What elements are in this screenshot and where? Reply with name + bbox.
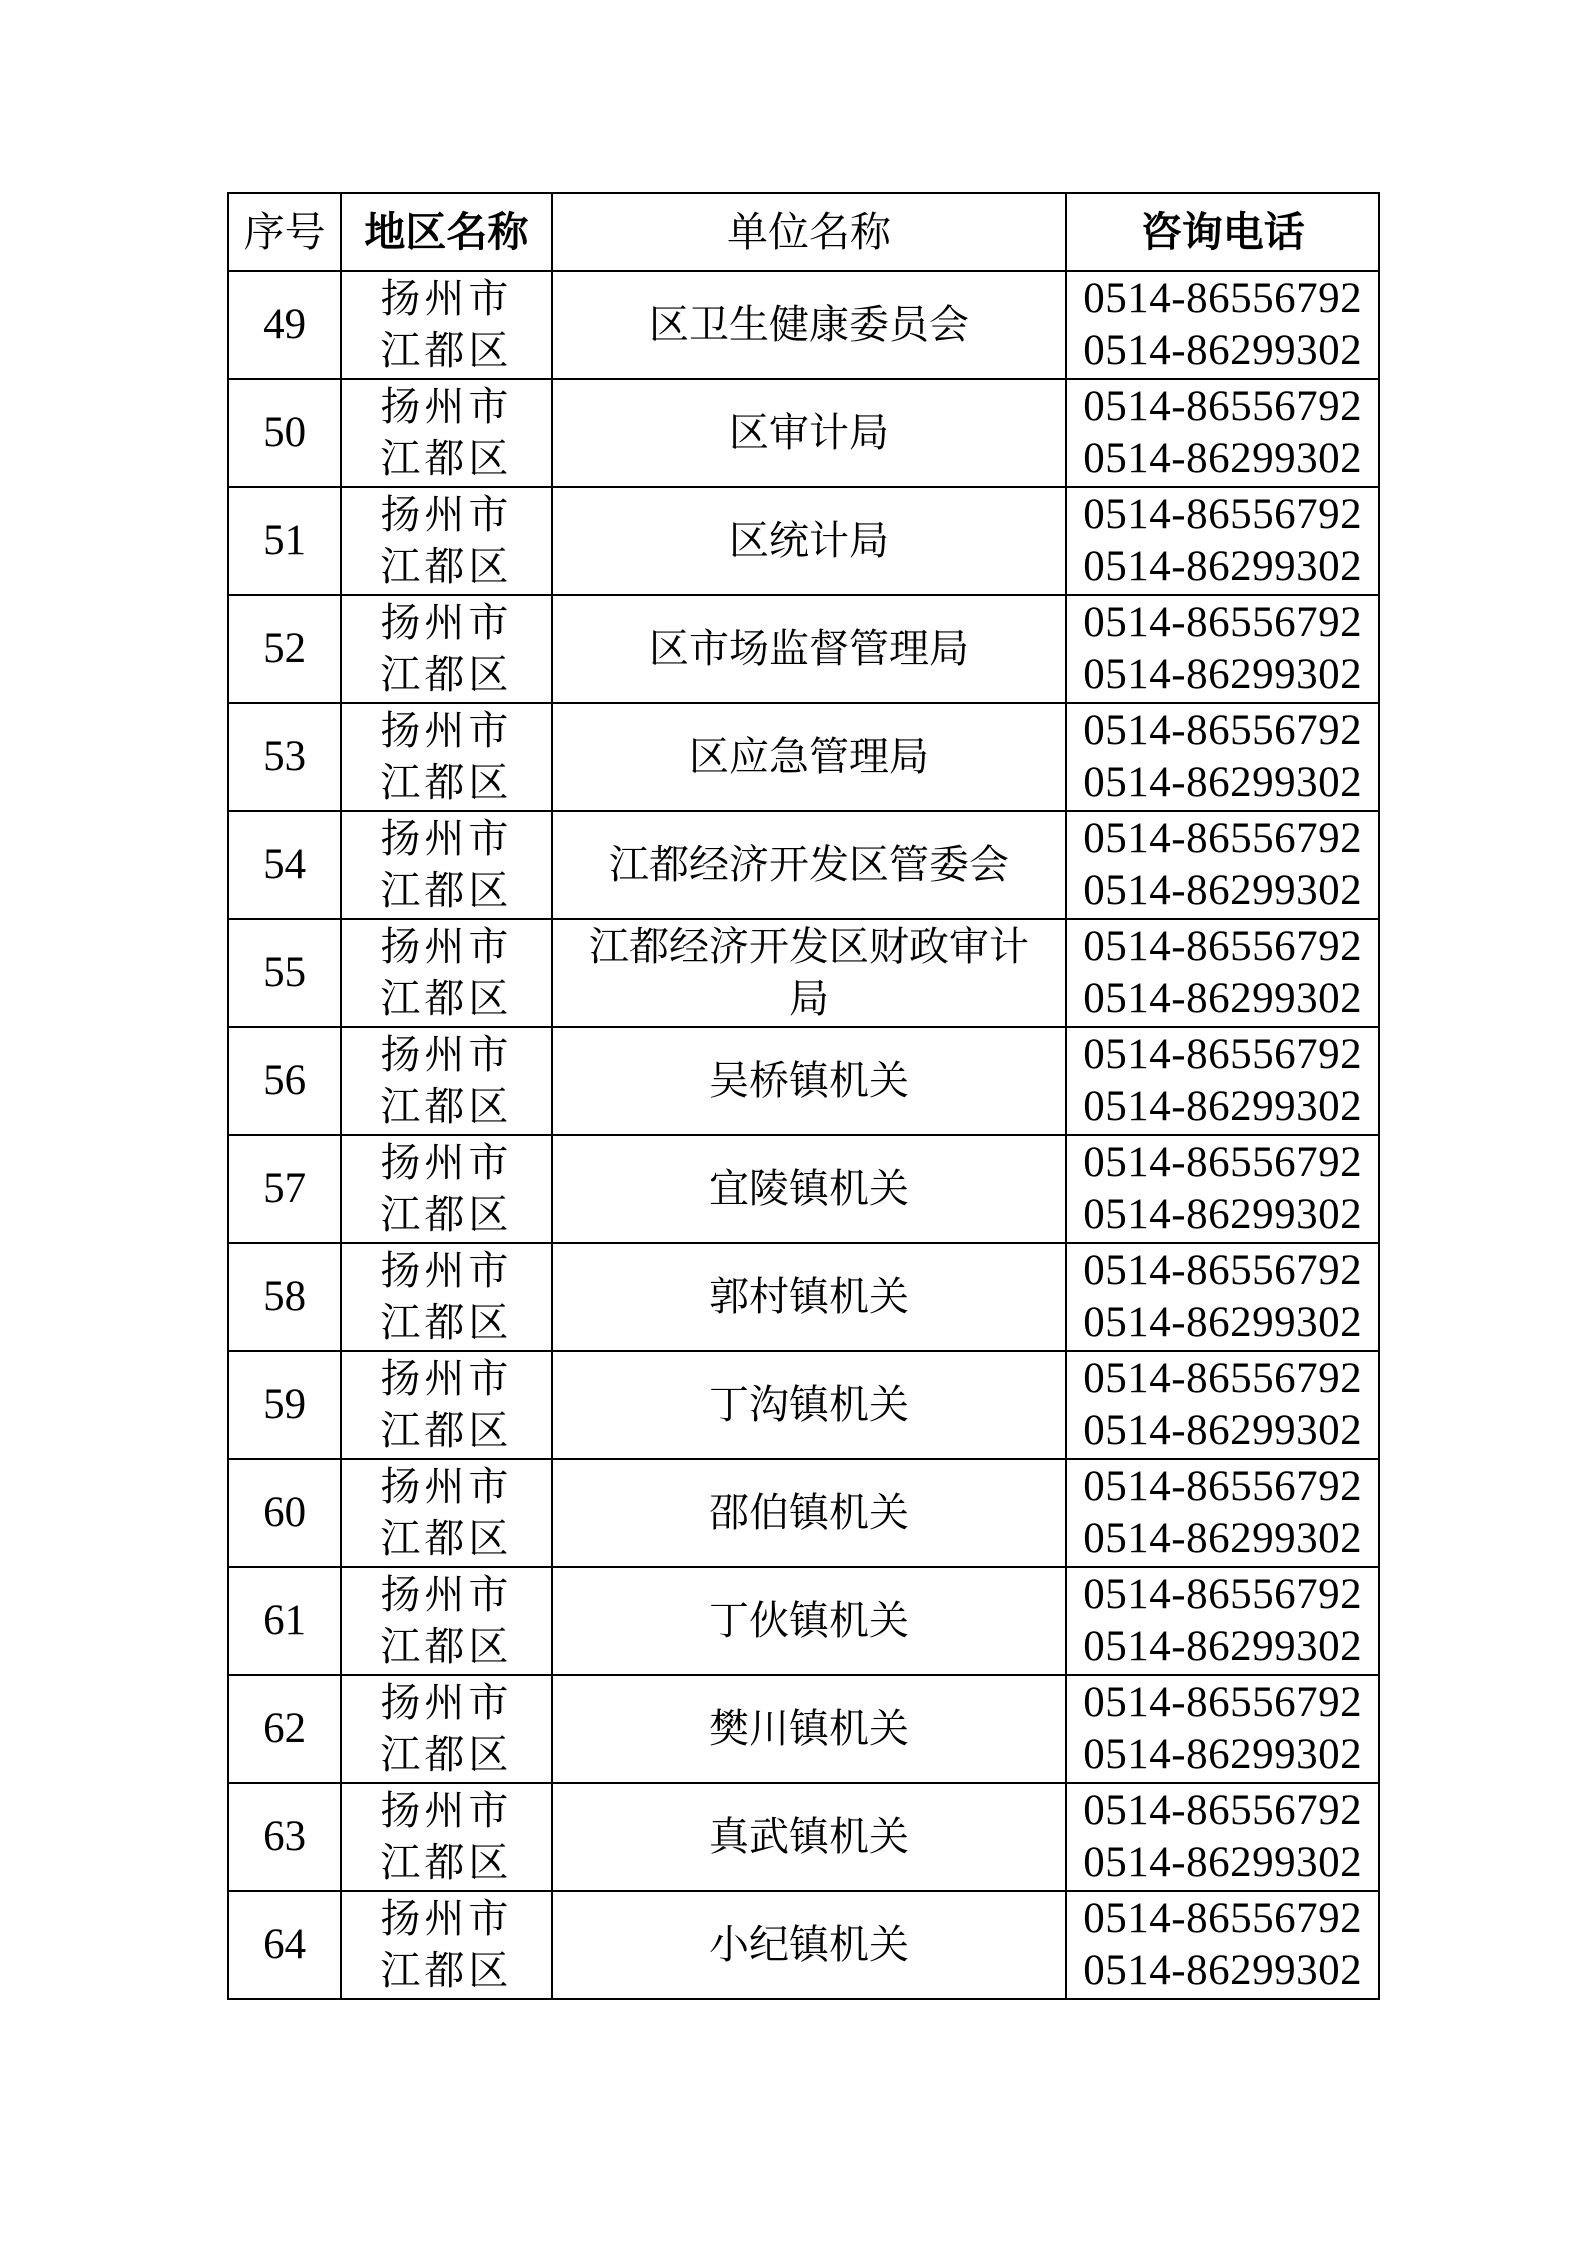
table-row bbox=[228, 271, 1379, 379]
phone-number-primary: 0514-86556792 bbox=[1083, 491, 1363, 538]
phone-number-primary: 0514-86556792 bbox=[1083, 1247, 1363, 1294]
phone-cell bbox=[1066, 271, 1379, 379]
unit-name: 丁伙镇机关 bbox=[708, 1598, 909, 1644]
unit-name: 江都经济开发区财政审计 bbox=[588, 924, 1029, 970]
table-row bbox=[228, 919, 1379, 1027]
phone-number-secondary: 0514-86299302 bbox=[1083, 1083, 1363, 1130]
table-body bbox=[228, 193, 1379, 1999]
phone-cell bbox=[1066, 703, 1379, 811]
region-cell bbox=[341, 1675, 551, 1783]
unit-name: 丁沟镇机关 bbox=[708, 1382, 909, 1428]
seq-cell bbox=[228, 1027, 341, 1135]
unit-name: 邵伯镇机关 bbox=[708, 1490, 909, 1536]
seq-cell bbox=[228, 1351, 341, 1459]
phone-number-primary: 0514-86556792 bbox=[1083, 1571, 1363, 1618]
region-cell bbox=[341, 1567, 551, 1675]
region-cell bbox=[341, 811, 551, 919]
unit-name: 郭村镇机关 bbox=[708, 1274, 909, 1320]
unit-cell bbox=[552, 1891, 1067, 1999]
region-district: 江都区 bbox=[380, 1732, 513, 1778]
unit-name: 区统计局 bbox=[728, 518, 889, 564]
phone-number-secondary: 0514-86299302 bbox=[1083, 975, 1363, 1022]
unit-name: 真武镇机关 bbox=[708, 1814, 909, 1860]
header-phone-label: 咨询电话 bbox=[1140, 208, 1305, 256]
phone-number-primary: 0514-86556792 bbox=[1083, 1787, 1363, 1834]
seq-cell bbox=[228, 703, 341, 811]
table-row bbox=[228, 379, 1379, 487]
region-cell bbox=[341, 919, 551, 1027]
phone-number-primary: 0514-86556792 bbox=[1083, 707, 1363, 754]
region-district: 江都区 bbox=[380, 976, 513, 1022]
region-city: 扬州市 bbox=[380, 384, 513, 430]
unit-cell bbox=[552, 379, 1067, 487]
region-district: 江都区 bbox=[380, 1948, 513, 1994]
unit-cell bbox=[552, 1783, 1067, 1891]
seq-cell bbox=[228, 1675, 341, 1783]
region-city: 扬州市 bbox=[380, 816, 513, 862]
seq-number: 57 bbox=[263, 1165, 307, 1212]
phone-number-secondary: 0514-86299302 bbox=[1083, 1299, 1363, 1346]
unit-name: 区市场监督管理局 bbox=[648, 626, 969, 672]
phone-cell bbox=[1066, 1351, 1379, 1459]
unit-name: 区应急管理局 bbox=[688, 734, 929, 780]
region-city: 扬州市 bbox=[380, 708, 513, 754]
seq-number: 52 bbox=[263, 625, 307, 672]
region-cell bbox=[341, 703, 551, 811]
table-row bbox=[228, 1567, 1379, 1675]
unit-cell bbox=[552, 1459, 1067, 1567]
region-cell bbox=[341, 1243, 551, 1351]
region-district: 江都区 bbox=[380, 328, 513, 374]
seq-cell bbox=[228, 1567, 341, 1675]
unit-cell bbox=[552, 703, 1067, 811]
region-cell bbox=[341, 595, 551, 703]
unit-name: 宜陵镇机关 bbox=[708, 1166, 909, 1212]
phone-number-secondary: 0514-86299302 bbox=[1083, 651, 1363, 698]
region-city: 扬州市 bbox=[380, 276, 513, 322]
seq-cell bbox=[228, 1243, 341, 1351]
phone-cell bbox=[1066, 1675, 1379, 1783]
phone-number-secondary: 0514-86299302 bbox=[1083, 1407, 1363, 1454]
region-city: 扬州市 bbox=[380, 1572, 513, 1618]
table-row bbox=[228, 1027, 1379, 1135]
header-unit: 单位名称 bbox=[552, 193, 1067, 271]
region-city: 扬州市 bbox=[380, 1464, 513, 1510]
unit-name: 小纪镇机关 bbox=[708, 1922, 909, 1968]
seq-number: 53 bbox=[263, 733, 307, 780]
seq-cell bbox=[228, 271, 341, 379]
seq-cell bbox=[228, 811, 341, 919]
phone-number-secondary: 0514-86299302 bbox=[1083, 867, 1363, 914]
region-cell bbox=[341, 1351, 551, 1459]
table-row bbox=[228, 595, 1379, 703]
phone-cell bbox=[1066, 379, 1379, 487]
unit-cell bbox=[552, 271, 1067, 379]
unit-cell bbox=[552, 487, 1067, 595]
region-district: 江都区 bbox=[380, 544, 513, 590]
phone-cell bbox=[1066, 1567, 1379, 1675]
region-district: 江都区 bbox=[380, 760, 513, 806]
region-district: 江都区 bbox=[380, 652, 513, 698]
seq-number: 54 bbox=[263, 841, 307, 888]
seq-number: 59 bbox=[263, 1381, 307, 1428]
phone-cell bbox=[1066, 1135, 1379, 1243]
phone-number-primary: 0514-86556792 bbox=[1083, 275, 1363, 322]
region-district: 江都区 bbox=[380, 868, 513, 914]
table-row bbox=[228, 1783, 1379, 1891]
region-district: 江都区 bbox=[380, 1840, 513, 1886]
seq-number: 49 bbox=[263, 301, 307, 348]
unit-name: 区审计局 bbox=[728, 410, 889, 456]
phone-cell bbox=[1066, 1027, 1379, 1135]
region-cell bbox=[341, 487, 551, 595]
unit-name: 吴桥镇机关 bbox=[708, 1058, 909, 1104]
region-city: 扬州市 bbox=[380, 1032, 513, 1078]
unit-cell bbox=[552, 1567, 1067, 1675]
region-city: 扬州市 bbox=[380, 492, 513, 538]
phone-number-primary: 0514-86556792 bbox=[1083, 1679, 1363, 1726]
phone-number-primary: 0514-86556792 bbox=[1083, 815, 1363, 862]
seq-number: 56 bbox=[263, 1057, 307, 1104]
unit-name: 区卫生健康委员会 bbox=[648, 302, 969, 348]
region-city: 扬州市 bbox=[380, 1356, 513, 1402]
seq-cell bbox=[228, 379, 341, 487]
table-row bbox=[228, 811, 1379, 919]
region-cell bbox=[341, 1135, 551, 1243]
region-district: 江都区 bbox=[380, 1084, 513, 1130]
phone-cell bbox=[1066, 487, 1379, 595]
phone-number-primary: 0514-86556792 bbox=[1083, 599, 1363, 646]
region-cell bbox=[341, 271, 551, 379]
phone-number-primary: 0514-86556792 bbox=[1083, 1463, 1363, 1510]
seq-number: 64 bbox=[263, 1921, 307, 1968]
phone-cell bbox=[1066, 1459, 1379, 1567]
region-district: 江都区 bbox=[380, 1300, 513, 1346]
unit-name-continued: 局 bbox=[788, 976, 829, 1022]
phone-number-primary: 0514-86556792 bbox=[1083, 1031, 1363, 1078]
table-row bbox=[228, 703, 1379, 811]
phone-cell bbox=[1066, 1243, 1379, 1351]
table-row bbox=[228, 1135, 1379, 1243]
phone-cell bbox=[1066, 811, 1379, 919]
seq-cell bbox=[228, 919, 341, 1027]
phone-number-primary: 0514-86556792 bbox=[1083, 383, 1363, 430]
phone-cell bbox=[1066, 919, 1379, 1027]
phone-cell bbox=[1066, 595, 1379, 703]
phone-number-primary: 0514-86556792 bbox=[1083, 1895, 1363, 1942]
unit-cell bbox=[552, 919, 1067, 1027]
header-region bbox=[341, 193, 551, 271]
table-row bbox=[228, 1459, 1379, 1567]
region-cell bbox=[341, 1891, 551, 1999]
phone-number-secondary: 0514-86299302 bbox=[1083, 759, 1363, 806]
seq-number: 63 bbox=[263, 1813, 307, 1860]
region-cell bbox=[341, 1027, 551, 1135]
table-header-row bbox=[228, 193, 1379, 271]
table-row bbox=[228, 487, 1379, 595]
table-row bbox=[228, 1243, 1379, 1351]
seq-number: 50 bbox=[263, 409, 307, 456]
phone-cell bbox=[1066, 1891, 1379, 1999]
seq-number: 61 bbox=[263, 1597, 307, 1644]
phone-number-secondary: 0514-86299302 bbox=[1083, 435, 1363, 482]
phone-number-secondary: 0514-86299302 bbox=[1083, 543, 1363, 590]
seq-number: 60 bbox=[263, 1489, 307, 1536]
phone-number-secondary: 0514-86299302 bbox=[1083, 1191, 1363, 1238]
region-district: 江都区 bbox=[380, 1192, 513, 1238]
seq-cell bbox=[228, 1459, 341, 1567]
unit-name: 樊川镇机关 bbox=[708, 1706, 909, 1752]
region-cell bbox=[341, 1459, 551, 1567]
unit-cell bbox=[552, 1351, 1067, 1459]
header-seq: 序号 bbox=[228, 193, 341, 271]
seq-number: 55 bbox=[263, 949, 307, 996]
phone-number-secondary: 0514-86299302 bbox=[1083, 1623, 1363, 1670]
seq-number: 51 bbox=[263, 517, 307, 564]
region-district: 江都区 bbox=[380, 1408, 513, 1454]
region-cell bbox=[341, 1783, 551, 1891]
region-district: 江都区 bbox=[380, 1516, 513, 1562]
unit-cell bbox=[552, 1135, 1067, 1243]
region-city: 扬州市 bbox=[380, 1248, 513, 1294]
seq-number: 62 bbox=[263, 1705, 307, 1752]
phone-number-primary: 0514-86556792 bbox=[1083, 1355, 1363, 1402]
region-city: 扬州市 bbox=[380, 1140, 513, 1186]
unit-cell bbox=[552, 1027, 1067, 1135]
phone-number-secondary: 0514-86299302 bbox=[1083, 1947, 1363, 1994]
phone-number-secondary: 0514-86299302 bbox=[1083, 327, 1363, 374]
phone-number-secondary: 0514-86299302 bbox=[1083, 1731, 1363, 1778]
unit-cell bbox=[552, 1243, 1067, 1351]
region-city: 扬州市 bbox=[380, 600, 513, 646]
phone-number-primary: 0514-86556792 bbox=[1083, 923, 1363, 970]
seq-cell bbox=[228, 595, 341, 703]
table-row bbox=[228, 1891, 1379, 1999]
seq-number: 58 bbox=[263, 1273, 307, 1320]
phone-number-secondary: 0514-86299302 bbox=[1083, 1515, 1363, 1562]
seq-cell bbox=[228, 1135, 341, 1243]
contact-table bbox=[227, 192, 1380, 2000]
unit-cell bbox=[552, 595, 1067, 703]
phone-number-primary: 0514-86556792 bbox=[1083, 1139, 1363, 1186]
unit-cell bbox=[552, 1675, 1067, 1783]
region-city: 扬州市 bbox=[380, 1896, 513, 1942]
header-region-label: 地区名称 bbox=[364, 208, 529, 256]
region-city: 扬州市 bbox=[380, 1680, 513, 1726]
phone-number-secondary: 0514-86299302 bbox=[1083, 1839, 1363, 1886]
seq-cell bbox=[228, 1891, 341, 1999]
seq-cell bbox=[228, 487, 341, 595]
seq-cell bbox=[228, 1783, 341, 1891]
header-phone bbox=[1066, 193, 1379, 271]
unit-cell bbox=[552, 811, 1067, 919]
phone-cell bbox=[1066, 1783, 1379, 1891]
region-district: 江都区 bbox=[380, 1624, 513, 1670]
unit-name: 江都经济开发区管委会 bbox=[608, 842, 1009, 888]
table-row bbox=[228, 1675, 1379, 1783]
region-city: 扬州市 bbox=[380, 1788, 513, 1834]
region-district: 江都区 bbox=[380, 436, 513, 482]
table-row bbox=[228, 1351, 1379, 1459]
region-cell bbox=[341, 379, 551, 487]
region-city: 扬州市 bbox=[380, 924, 513, 970]
